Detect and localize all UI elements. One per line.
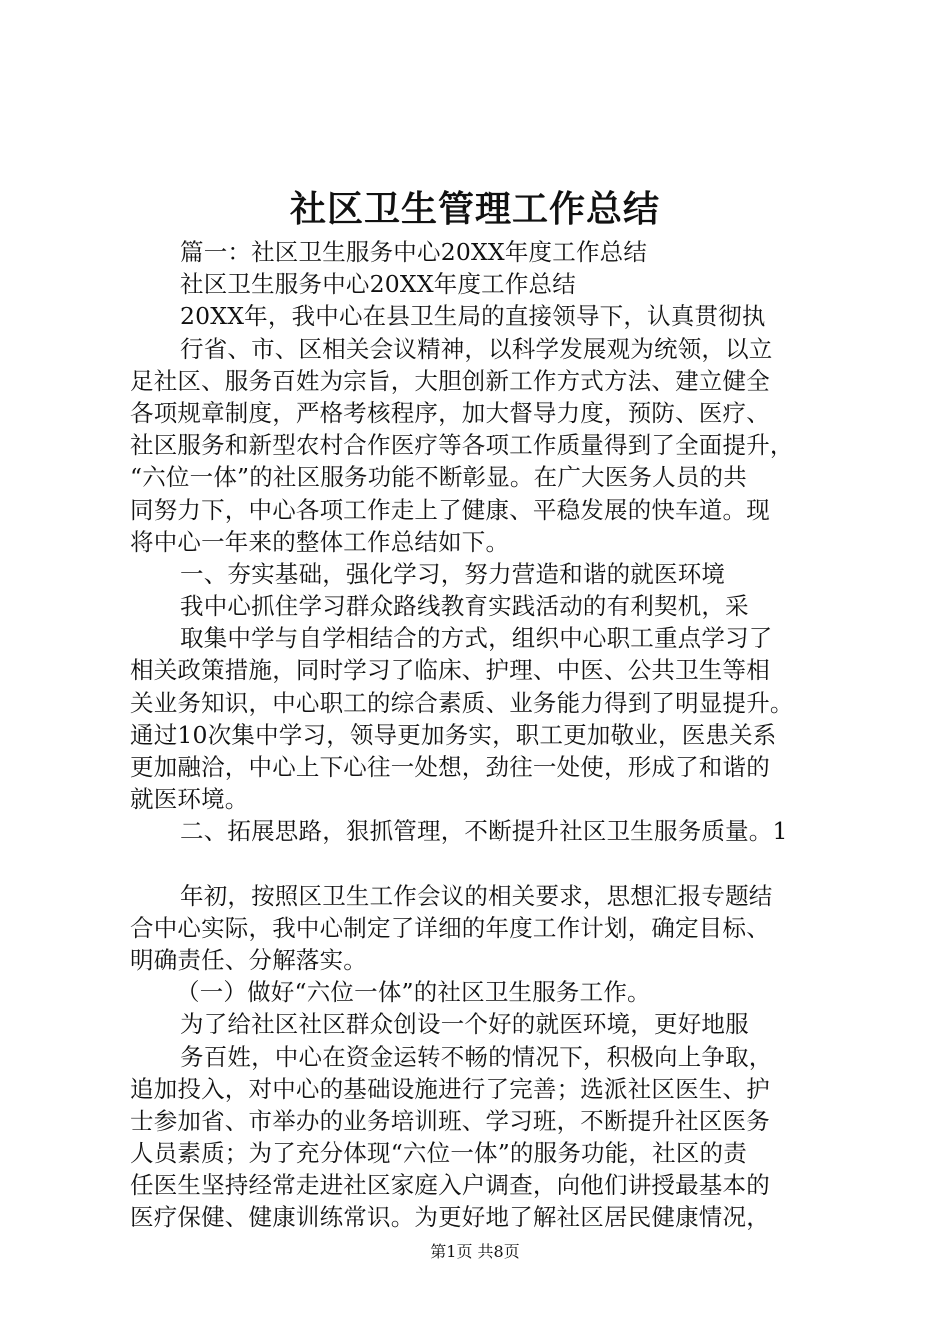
document-body bbox=[130, 236, 850, 1234]
paragraph-line: 追加投入，对中心的基础设施进行了完善；选派社区医生、护 bbox=[130, 1074, 770, 1103]
document-title: 社区卫生管理工作总结 bbox=[289, 188, 660, 230]
page-number-footer: 第1页 共8页 bbox=[430, 1242, 520, 1261]
paragraph-line: 任医生坚持经常走进社区家庭入户调查，向他们讲授最基本的 bbox=[130, 1171, 770, 1200]
paragraph-line: 关业务知识，中心职工的综合素质、业务能力得到了明显提升。 bbox=[130, 688, 794, 717]
paragraph-line: 就医环境。 bbox=[130, 785, 249, 814]
paragraph-line: 我中心抓住学习群众路线教育实践活动的有利契机，采 bbox=[180, 592, 749, 621]
paragraph-line: 医疗保健、健康训练常识。为更好地了解社区居民健康情况， bbox=[130, 1203, 770, 1232]
paragraph-line: 通过10次集中学习，领导更加务实，职工更加敬业，医患关系 bbox=[130, 720, 777, 749]
paragraph-line: 行省、市、区相关会议精神，以科学发展观为统领，以立 bbox=[180, 334, 773, 363]
paragraph-line: 各项规章制度，严格考核程序，加大督导力度，预防、医疗、 bbox=[130, 398, 770, 427]
paragraph-line: 20XX年，我中心在县卫生局的直接领导下，认真贯彻执 bbox=[180, 302, 766, 331]
paragraph-line: 人员素质；为了充分体现“六位一体”的服务功能，社区的责 bbox=[130, 1139, 747, 1168]
paragraph-line: 同努力下，中心各项工作走上了健康、平稳发展的快车道。现 bbox=[130, 495, 770, 524]
section-heading: 二、拓展思路，狠抓管理，不断提升社区卫生服务质量。1 bbox=[180, 817, 788, 846]
paragraph-line: 足社区、服务百姓为宗旨，大胆创新工作方式方法、建立健全 bbox=[130, 366, 770, 395]
paragraph-line: 将中心一年来的整体工作总结如下。 bbox=[130, 527, 510, 556]
paragraph-line: 更加融洽，中心上下心往一处想，劲往一处使，形成了和谐的 bbox=[130, 753, 770, 781]
paragraph-line: 明确责任、分解落实。 bbox=[130, 945, 367, 974]
subsection-heading: （一）做好“六位一体”的社区卫生服务工作。 bbox=[176, 978, 651, 1007]
paragraph-line: 社区卫生服务中心20XX年度工作总结 bbox=[180, 270, 576, 299]
paragraph-line: 合中心实际，我中心制定了详细的年度工作计划，确定目标、 bbox=[130, 913, 770, 942]
paragraph-gap bbox=[130, 848, 850, 880]
paragraph-line: 篇一：社区卫生服务中心20XX年度工作总结 bbox=[180, 238, 648, 266]
paragraph-line: 务百姓，中心在资金运转不畅的情况下，积极向上争取， bbox=[180, 1042, 773, 1071]
paragraph-line: 士参加省、市举办的业务培训班、学习班，不断提升社区医务 bbox=[130, 1106, 770, 1135]
paragraph-line: 相关政策措施，同时学习了临床、护理、中医、公共卫生等相 bbox=[130, 656, 770, 685]
section-heading: 一、夯实基础，强化学习，努力营造和谐的就医环境 bbox=[180, 559, 726, 588]
paragraph-line: 社区服务和新型农村合作医疗等各项工作质量得到了全面提升， bbox=[130, 431, 794, 460]
paragraph-line: 为了给社区社区群众创设一个好的就医环境，更好地服 bbox=[180, 1010, 749, 1039]
paragraph-line: 取集中学与自学相结合的方式，组织中心职工重点学习了 bbox=[180, 624, 773, 653]
paragraph-line: 年初，按照区卫生工作会议的相关要求，思想汇报专题结 bbox=[180, 881, 773, 910]
paragraph-line: “六位一体”的社区服务功能不断彰显。在广大医务人员的共 bbox=[130, 463, 747, 492]
